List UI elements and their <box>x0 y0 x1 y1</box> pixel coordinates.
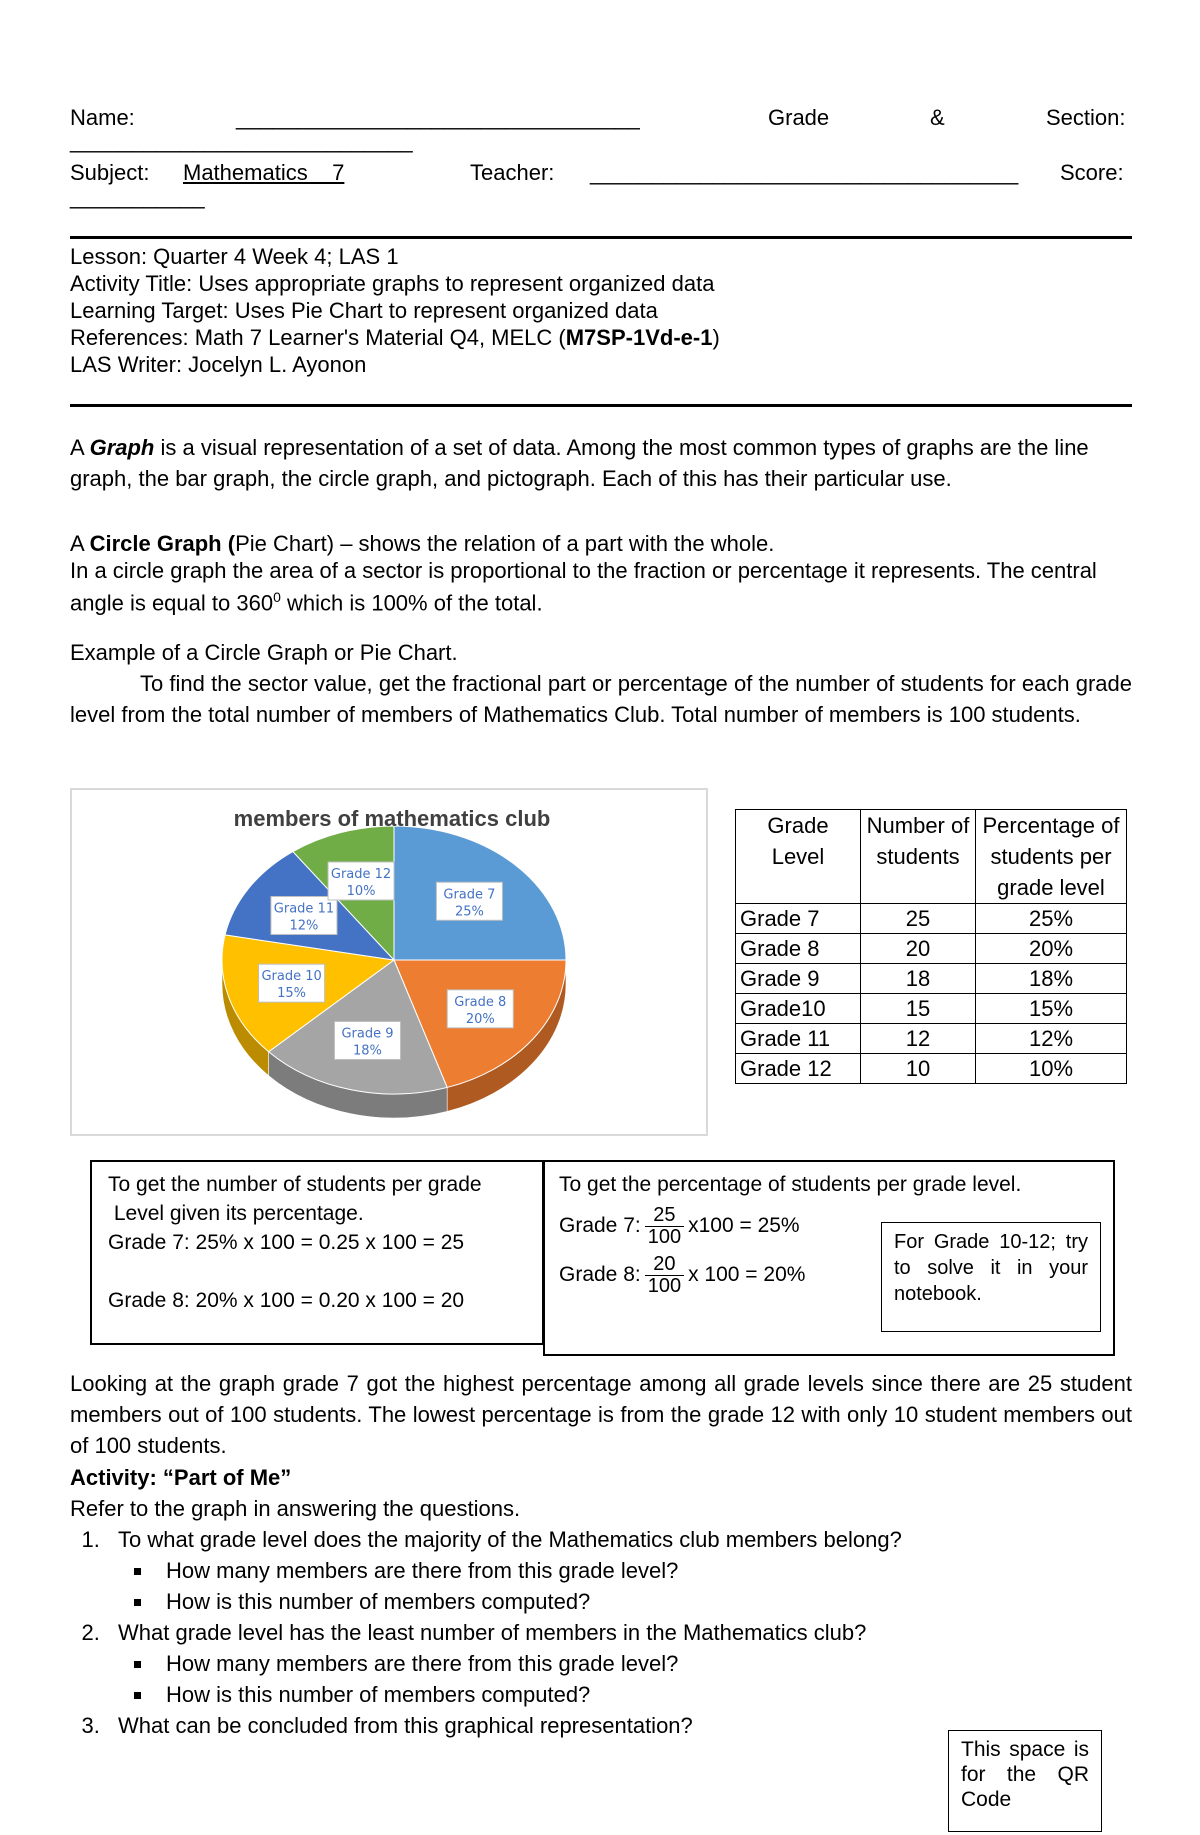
table-row: Grade 9 18 18% <box>736 964 1127 994</box>
grade-label: Grade <box>768 105 830 130</box>
box-left-grade8: Grade 8: 20% x 100 = 0.20 x 100 = 20 <box>108 1289 465 1312</box>
data-label-category: Grade 10 <box>261 969 322 985</box>
students-per-grade-box <box>90 1160 544 1345</box>
conclusion-text: Looking at the graph grade 7 got the highest percentage among all grade levels since there are 25 student members out of 100 students. The lowest percentage is from the grade 12 with only 10 student members out of 100 students. <box>70 1371 1132 1458</box>
data-label-percent: 18% <box>353 1043 382 1059</box>
data-label-category: Grade 7 <box>443 887 496 903</box>
data-label-percent: 25% <box>454 904 484 920</box>
name-label: Name: <box>70 105 135 130</box>
data-label-category: Grade 12 <box>330 866 392 882</box>
question-1b: ▪ How is this number of members computed? <box>154 1586 1132 1617</box>
question-1: 1. To what grade level does the majority of the Mathematics club members belong? ▪ How many members are there from this grade level? ▪ How is this number of members computed? <box>106 1524 1132 1617</box>
chart-title: members of mathematics club <box>233 806 551 831</box>
box-right-grade7: Grade 7: $\frac{25}{100}$ x100 = 25% <box>559 1204 800 1248</box>
data-label-percent: 12% <box>289 918 319 934</box>
lesson-info <box>70 243 720 378</box>
question-list <box>70 1524 1132 1741</box>
data-label <box>328 862 394 900</box>
subject-value: Mathematics 7 <box>183 160 345 185</box>
ampersand: & <box>930 105 945 130</box>
teacher-line[interactable]: ___________________________________ <box>590 160 1019 185</box>
data-label-category: Grade 9 <box>341 1026 394 1042</box>
subject-label: Subject: <box>70 160 150 185</box>
table-header-row <box>736 810 1127 904</box>
data-label-percent: 20% <box>465 1011 495 1027</box>
graph-definition: A Graph is a visual representation of a set of data. Among the most common types of graphs are the line graph, the bar graph, the circle graph, and pictograph. Each of this has their particular use. <box>70 435 1089 492</box>
references-line: References: Math 7 Learner's Material Q4, MELC (M7SP-1Vd-e-1) <box>70 325 720 350</box>
fraction-25-100: $\frac{25}{100}$ <box>645 1205 684 1248</box>
table-row: Grade 8 20 20% <box>736 934 1127 964</box>
circle-graph-definition: A Circle Graph (Pie Chart) – shows the relation of a part with the whole. In a circle graph the area of a sector is proportional to the fraction or percentage it represents. The central angle is equal to $360^0$ which is 100% of the total. <box>70 531 1097 616</box>
writer-line: LAS Writer: Jocelyn L. Ayonon <box>70 352 367 377</box>
question-2b: ▪ How is this number of members computed? <box>154 1679 1132 1710</box>
score-line[interactable]: ___________ <box>70 184 205 209</box>
graph-term: Graph <box>89 435 155 460</box>
percentage-per-grade-box <box>543 1160 1115 1356</box>
data-label-percent: 15% <box>277 986 307 1002</box>
section-label: Section: <box>1046 105 1126 130</box>
fraction-20-100: $\frac{20}{100}$ <box>645 1254 684 1297</box>
learning-target-line: Learning Target: Uses Pie Chart to represent organized data <box>70 298 658 323</box>
box-left-line-1: To get the number of students per grade <box>108 1173 482 1196</box>
example-title: Example of a Circle Graph or Pie Chart. <box>70 640 458 665</box>
question-1a: ▪ How many members are there from this grade level? <box>154 1555 1132 1586</box>
activity-title: Activity: “Part of Me” <box>70 1465 292 1490</box>
box-right-intro: To get the percentage of students per grade level. <box>559 1173 1022 1196</box>
divider-bottom <box>70 404 1132 407</box>
question-2: 2. What grade level has the least number of members in the Mathematics club? ▪ How many members are there from this grade level? ▪ How is this number of members computed? <box>106 1617 1132 1710</box>
data-label <box>334 1021 400 1059</box>
teacher-label: Teacher: <box>470 160 555 185</box>
table-row: Grade 12 10 10% <box>736 1054 1127 1084</box>
score-label: Score: <box>1060 160 1124 185</box>
question-2a: ▪ How many members are there from this grade level? <box>154 1648 1132 1679</box>
pie-chart <box>72 790 706 1134</box>
table-row: Grade10 15 15% <box>736 994 1127 1024</box>
data-label <box>271 896 337 934</box>
data-label-category: Grade 11 <box>273 901 335 917</box>
box-left-grade7: Grade 7: 25% x 100 = 0.25 x 100 = 25 <box>108 1231 465 1254</box>
header-percentage: Percentage of students per grade level <box>976 810 1127 904</box>
example-body: To find the sector value, get the fractional part or percentage of the number of students for each grade level from the total number of members of Mathematics Club. Total number of members is 100 students. <box>70 671 1132 728</box>
divider-top <box>70 236 1132 239</box>
notebook-note-box: For Grade 10-12; try to solve it in your notebook. <box>881 1222 1101 1332</box>
data-label-percent: 10% <box>346 883 376 899</box>
question-3: 3. What can be concluded from this graphical representation? <box>106 1710 1132 1741</box>
data-label <box>447 990 513 1028</box>
table-row: Grade 7 25 25% <box>736 904 1127 934</box>
table-row: Grade 11 12 12% <box>736 1024 1127 1054</box>
circle-graph-term: Circle Graph ( <box>89 531 236 556</box>
data-label-category: Grade 8 <box>454 994 507 1010</box>
students-table <box>735 809 1127 1084</box>
section-line[interactable]: ____________________________ <box>70 128 413 153</box>
header-number-of-students: Number of students <box>861 810 976 904</box>
name-line[interactable]: _________________________________ <box>236 105 640 130</box>
data-label <box>259 964 325 1002</box>
data-label <box>436 882 502 920</box>
pie-chart-frame <box>70 788 708 1136</box>
melc-code: M7SP-1Vd-e-1 <box>565 325 713 350</box>
qr-code-box: This space is for the QR Code <box>948 1730 1102 1832</box>
lesson-line: Lesson: Quarter 4 Week 4; LAS 1 <box>70 244 399 269</box>
box-right-grade8: Grade 8: $\frac{20}{100}$ x 100 = 20% <box>559 1253 806 1297</box>
header-grade-level: Grade Level <box>736 810 861 904</box>
activity-section <box>70 1462 1132 1741</box>
box-left-line-2: Level given its percentage. <box>108 1202 364 1225</box>
activity-title-line: Activity Title: Uses appropriate graphs to represent organized data <box>70 271 715 296</box>
activity-instruction: Refer to the graph in answering the questions. <box>70 1496 521 1521</box>
